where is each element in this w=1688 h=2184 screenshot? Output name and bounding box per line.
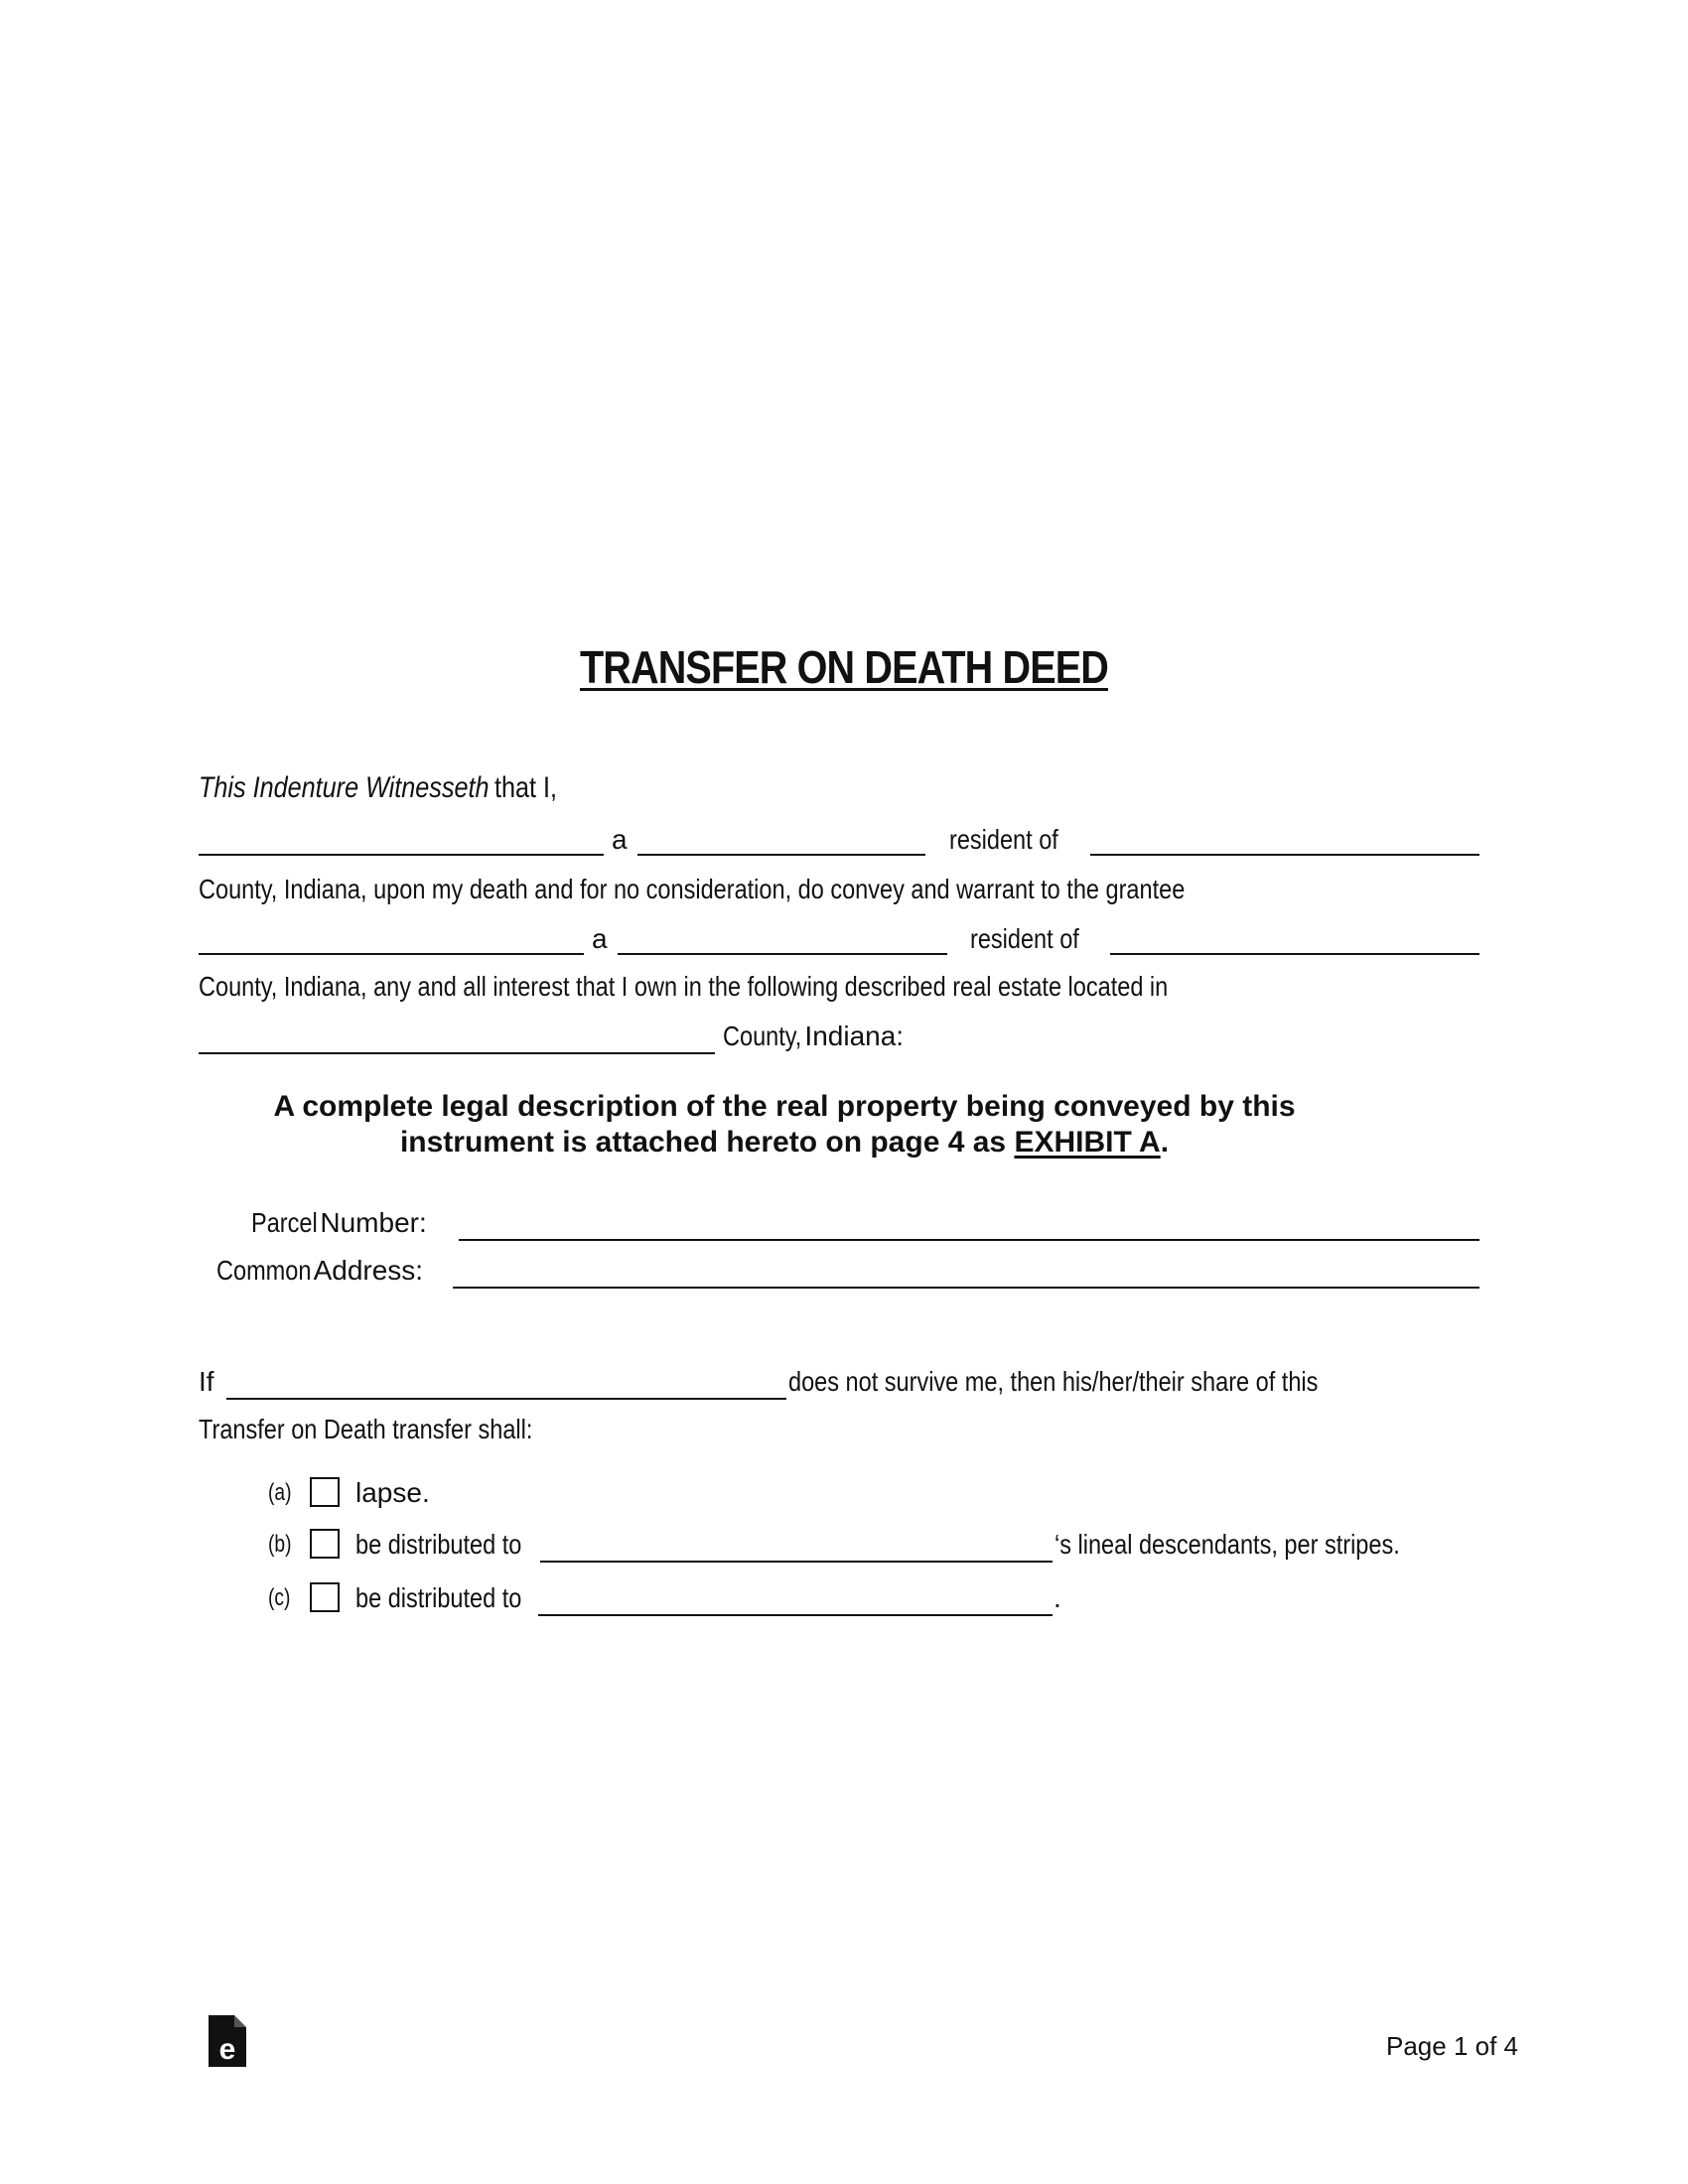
svg-text:e: e xyxy=(218,2033,236,2066)
survive-text: does not survive me, then his/her/their share of this xyxy=(788,1366,1319,1397)
grantee-name-field[interactable] xyxy=(199,953,584,955)
grantor-county-field[interactable] xyxy=(1090,854,1479,856)
grantee-status-field[interactable] xyxy=(618,953,947,955)
parcel-label-b: Number: xyxy=(320,1207,427,1238)
county-line-1: County, Indiana, upon my death and for no consideration, do convey and warrant to the grantee xyxy=(199,874,1186,904)
option-a-letter: (a) xyxy=(268,1479,292,1506)
option-a-text: lapse. xyxy=(355,1477,430,1508)
parcel-number-field[interactable] xyxy=(459,1239,1479,1241)
common-label-b: Address: xyxy=(313,1255,424,1286)
resident-of-label-1: resident of xyxy=(949,824,1058,855)
eforms-logo-icon xyxy=(209,2015,246,2067)
option-c-letter: (c) xyxy=(268,1584,291,1611)
option-b-checkbox[interactable] xyxy=(310,1529,340,1559)
parcel-number-label xyxy=(251,1207,427,1239)
legal-line-2-post: . xyxy=(1160,1126,1170,1159)
transfer-shall-text: Transfer on Death transfer shall: xyxy=(199,1414,533,1444)
county-label: County, xyxy=(723,1021,802,1051)
page-number: Page 1 of 4 xyxy=(1386,2031,1518,2061)
parcel-label-a: Parcel xyxy=(251,1207,318,1238)
option-b-text: be distributed to xyxy=(355,1529,522,1560)
option-a-checkbox[interactable] xyxy=(310,1477,340,1507)
resident-of-label-2: resident of xyxy=(970,923,1079,954)
option-b-name-field[interactable] xyxy=(540,1561,1053,1563)
exhibit-a-reference: EXHIBIT A xyxy=(1014,1126,1161,1159)
a-label-2: a xyxy=(592,923,608,954)
option-b-letter: (b) xyxy=(268,1531,292,1558)
grantor-status-field[interactable] xyxy=(637,854,925,856)
option-c-suffix: . xyxy=(1054,1582,1061,1613)
option-c-name-field[interactable] xyxy=(538,1614,1053,1616)
beneficiary-name-field[interactable] xyxy=(226,1398,786,1400)
legal-line-2-pre: instrument is attached hereto on page 4 as xyxy=(399,1126,1015,1159)
grantee-county-field[interactable] xyxy=(1110,953,1479,955)
property-county-field[interactable] xyxy=(199,1052,715,1054)
intro-italic: This Indenture Witnesseth xyxy=(199,771,490,804)
a-label-1: a xyxy=(612,824,628,855)
option-c-checkbox[interactable] xyxy=(310,1582,340,1612)
intro-line xyxy=(199,771,569,805)
legal-description-line-2 xyxy=(0,1126,1569,1160)
grantor-name-field[interactable] xyxy=(199,854,604,856)
document-title: TRANSFER ON DEATH DEED xyxy=(579,641,1108,693)
common-label-a: Common xyxy=(216,1255,312,1286)
intro-rest: that I, xyxy=(494,771,558,804)
option-b-suffix: ‘s lineal descendants, per stripes. xyxy=(1055,1529,1400,1560)
option-c-text: be distributed to xyxy=(355,1582,522,1613)
if-label: If xyxy=(199,1366,214,1397)
common-address-field[interactable] xyxy=(453,1287,1479,1289)
legal-description-line-1: A complete legal description of the real property being conveyed by this xyxy=(273,1090,1296,1123)
common-address-label xyxy=(216,1255,423,1287)
indiana-label: Indiana: xyxy=(804,1021,905,1051)
county-indiana-label xyxy=(723,1021,904,1052)
county-line-2: County, Indiana, any and all interest that I own in the following described real estate located in xyxy=(199,971,1169,1002)
